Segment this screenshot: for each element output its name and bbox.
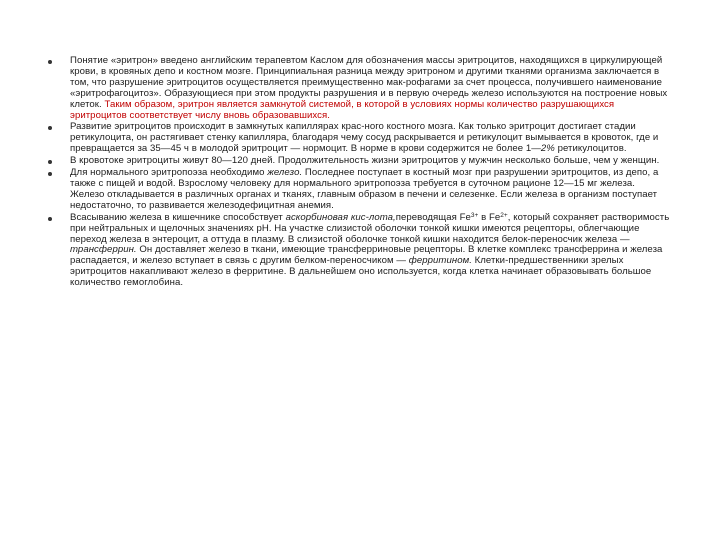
bullet-dot-icon <box>48 60 52 64</box>
text-run: В кровотоке эритроциты живут 80—120 дней. Продолжительность жизни эритроцитов у мужчин несколько больше, чем у женщин. <box>70 155 660 167</box>
bullet-text <box>70 168 670 212</box>
italic-text: ферритином. <box>408 255 472 267</box>
bullet-dot-icon <box>48 172 52 176</box>
bullet-item <box>48 56 670 121</box>
text-run: Всасыванию железа в кишечнике способствует <box>70 211 286 223</box>
superscript: 3+ <box>470 211 479 219</box>
text-run: Клетки-предшественники зрелых эритроцитов накапливают железо в ферритине. В дальнейшем оно используется, когда клетка начинает образовывать большое количество гемоглобина. <box>70 255 652 289</box>
bullet-item <box>48 168 670 212</box>
text-run: Развитие эритроцитов происходит в замкнутых капиллярах крас-ного костного мозга. Как только эритроцит достигает стадии ретикулоцита, он растягивает стенку капилляра, благодаря чему сосуд раскрывается и ретикулоцит вымывается в кровоток, где и превращается за 35—45 ч в молодой эритроцит — нормоцит. В норме в крови содержится не более 1— <box>70 121 659 155</box>
text-run: переводящая Fe <box>395 211 471 223</box>
bullet-item <box>48 213 670 289</box>
text-run: в Fe <box>478 211 501 223</box>
bullet-text <box>70 213 670 289</box>
highlighted-text: Таким образом, эритрон является замкнутой системой, в которой в условиях нормы количество разрушающихся эритроцитов соответствует числу вновь образовавшихся. <box>70 98 615 121</box>
italic-text: 2% <box>540 143 555 155</box>
text-run: Он доставляет железо в ткани, имеющие трансферриновые рецепторы. В клетке комплекс трансферрина и железа распадается, и железо вступает в связь с другим белком-переносчиком — <box>70 244 663 267</box>
superscript: 2+ <box>500 211 508 219</box>
bullet-dot-icon <box>48 160 52 164</box>
bullet-item <box>48 122 670 155</box>
text-run: ретикулоцитов. <box>554 143 627 155</box>
text-run: , который сохраняет растворимость при нейтральных и щелочных значениях рН. На участке слизистой оболочки тонкой кишки имеются рецепторы, облегчающие переход железа в энтероцит, а оттуда в плазму. В слизистой оболочке тонкой кишки находится белок-переносчик железа — <box>70 211 670 245</box>
bullet-text <box>70 56 670 121</box>
bullet-dot-icon <box>48 126 52 130</box>
bullet-text <box>70 156 670 167</box>
bullet-text <box>70 122 670 155</box>
italic-text: трансферрин. <box>70 244 137 256</box>
bullet-item <box>48 156 670 167</box>
bullet-list <box>48 56 670 290</box>
italic-text: железо. <box>267 167 303 179</box>
text-run: Понятие «эритрон» введено английским терапевтом Каслом для обозначения массы эритроцитов, находящихся в циркулирующей крови, в кровяных депо и костном мозге. Принципиальная разница между эритроном и другими тканями организма заключается в том, что разрушение эритроцитов осуществляется преимущественно мак-рофагами за счет процесса, получившего наименование «эритрофагоцитоз». Образующиеся при этом продукты разрушения и в первую очередь железо используются на построение новых клеток. <box>70 55 668 110</box>
italic-text: аскорбиновая кис-лота, <box>285 211 396 223</box>
text-run: Последнее поступает в костный мозг при разрушении эритроцитов, из депо, а также с пищей и водой. Взрослому человеку для нормального эритропоэза требуется в суточном рационе 12—15 мг железа. Железо откладывается в различных органах и тканях, главным образом в печени и селезенке. Если железа в организм поступает недостаточно, то развивается железодефицитная анемия. <box>70 167 659 211</box>
bullet-dot-icon <box>48 217 52 221</box>
text-run: Для нормального эритропоэза необходимо <box>70 167 268 179</box>
